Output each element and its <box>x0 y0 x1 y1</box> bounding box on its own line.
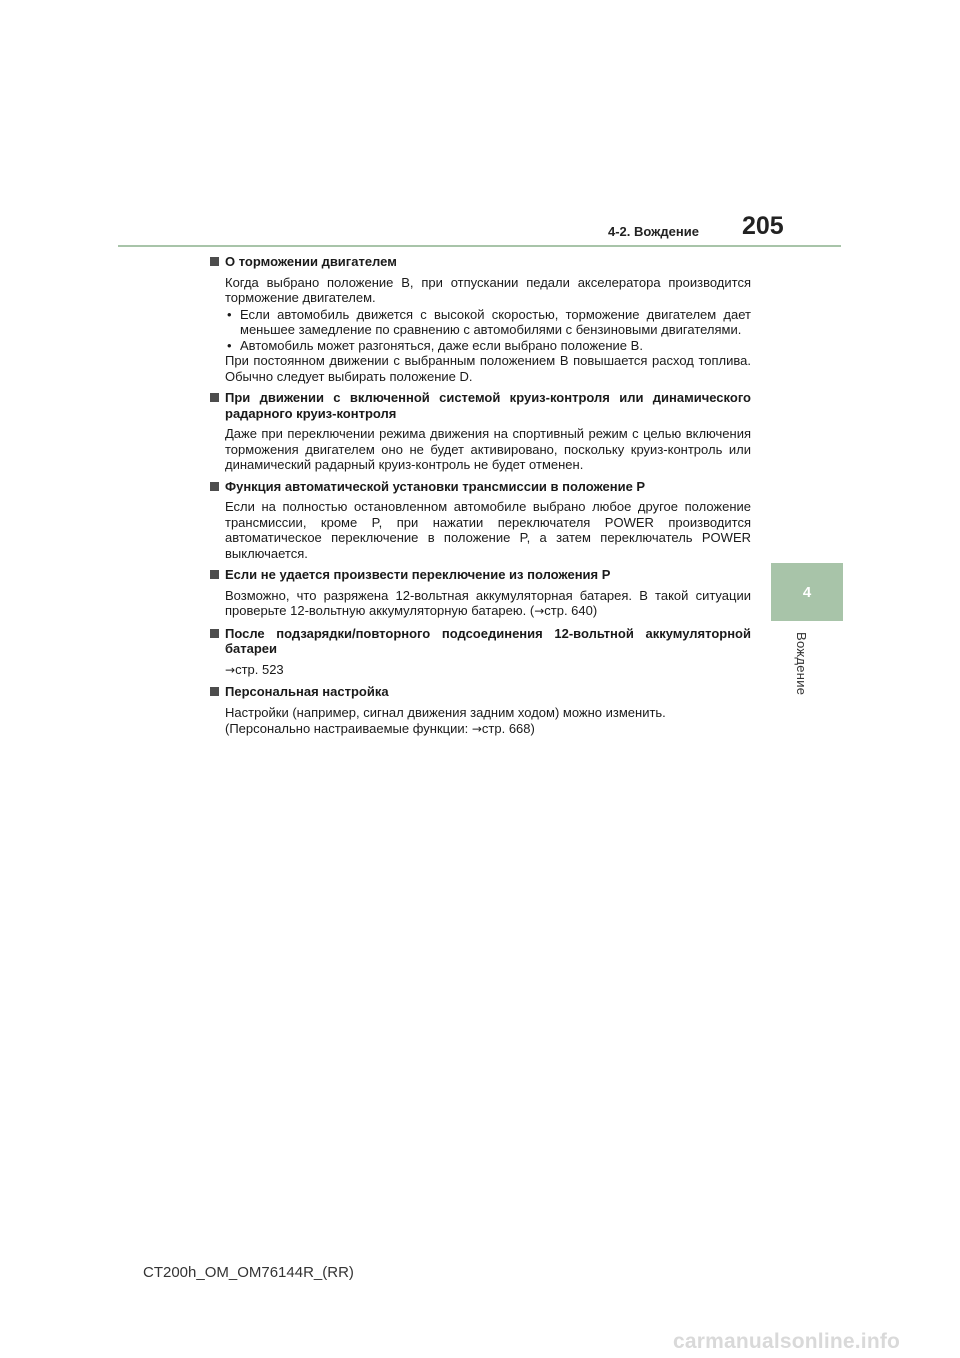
arrow-right-icon: → <box>471 722 482 736</box>
list-item: • Автомобиль может разгоняться, даже если выбрано положение B. <box>227 337 643 353</box>
section-heading: Если не удается произвести переключение из положения P <box>210 567 751 583</box>
paragraph: Даже при переключении режима движения на спортивный режим с целью включения торможения двигателем оно не будет активировано, поскольку круиз-контроль или динамический радарный круиз-контроль не будет отменен. <box>225 426 751 472</box>
arrow-right-icon: → <box>534 604 545 618</box>
square-bullet-icon <box>210 570 219 579</box>
document-code: CT200h_OM_OM76144R_(RR) <box>143 1264 354 1281</box>
page-reference-link[interactable]: стр. 668 <box>481 721 531 736</box>
section-title: 4-2. Вождение <box>608 224 699 239</box>
paragraph: Когда выбрано положение B, при отпускании педали акселератора производится торможение двигателем. <box>225 274 751 305</box>
section-heading: О торможении двигателем <box>210 254 751 270</box>
section-engine-braking <box>210 254 751 384</box>
bullet-dot-icon: • <box>227 306 232 322</box>
paragraph: Настройки (например, сигнал движения задним ходом) можно изменить. <box>225 704 666 720</box>
section-heading: Персональная настройка <box>210 684 751 700</box>
section-heading: Функция автоматической установки трансмиссии в положение P <box>210 479 751 495</box>
bullet-dot-icon: • <box>227 337 232 353</box>
square-bullet-icon <box>210 257 219 266</box>
chapter-label: Вождение <box>794 632 809 696</box>
section-auto-p-position <box>210 479 751 562</box>
square-bullet-icon <box>210 393 219 402</box>
section-cannot-shift-from-p <box>210 567 751 620</box>
square-bullet-icon <box>210 687 219 696</box>
paragraph <box>210 662 751 679</box>
page-reference-link[interactable]: стр. 523 <box>235 661 284 677</box>
header-divider <box>118 245 841 247</box>
arrow-right-icon: → <box>225 662 236 677</box>
section-customization <box>210 684 751 738</box>
page-reference-link[interactable]: стр. 640 <box>544 603 593 618</box>
paragraph: Возможно, что разряжена 12-вольтная аккумуляторная батарея. В такой ситуации проверьте 12-вольтную аккумуляторную батарею. (→стр. 640) <box>225 587 751 618</box>
section-cruise-control <box>210 390 751 473</box>
section-heading: После подзарядки/повторного подсоединения 12-вольтной аккумуляторной батареи <box>210 626 751 657</box>
section-heading: При движении с включенной системой круиз-контроля или динамического радарного круиз-контроля <box>210 390 751 421</box>
site-watermark: carmanualsonline.info <box>673 1330 901 1353</box>
chapter-number: 4 <box>802 583 812 601</box>
section-after-battery-recharge <box>210 626 751 679</box>
chapter-tab <box>771 563 843 621</box>
page-content <box>210 254 751 744</box>
page-number: 205 <box>742 212 784 240</box>
square-bullet-icon <box>210 482 219 491</box>
paragraph: (Персонально настраиваемые функции: →стр. 668) <box>225 721 535 736</box>
paragraph: При постоянном движении с выбранным положением B повышается расход топлива. Обычно следует выбирать положение D. <box>225 353 751 384</box>
paragraph: Если на полностью остановленном автомобиле выбрано любое другое положение трансмиссии, кроме P, при нажатии переключателя POWER производится автоматическое переключение в положение P, а затем переключатель POWER выключается. <box>225 499 751 561</box>
list-item: • Если автомобиль движется с высокой скоростью, торможение двигателем дает меньшее замедление по сравнению с автомобилями с бензиновыми двигателями. <box>227 306 751 337</box>
square-bullet-icon <box>210 629 219 638</box>
